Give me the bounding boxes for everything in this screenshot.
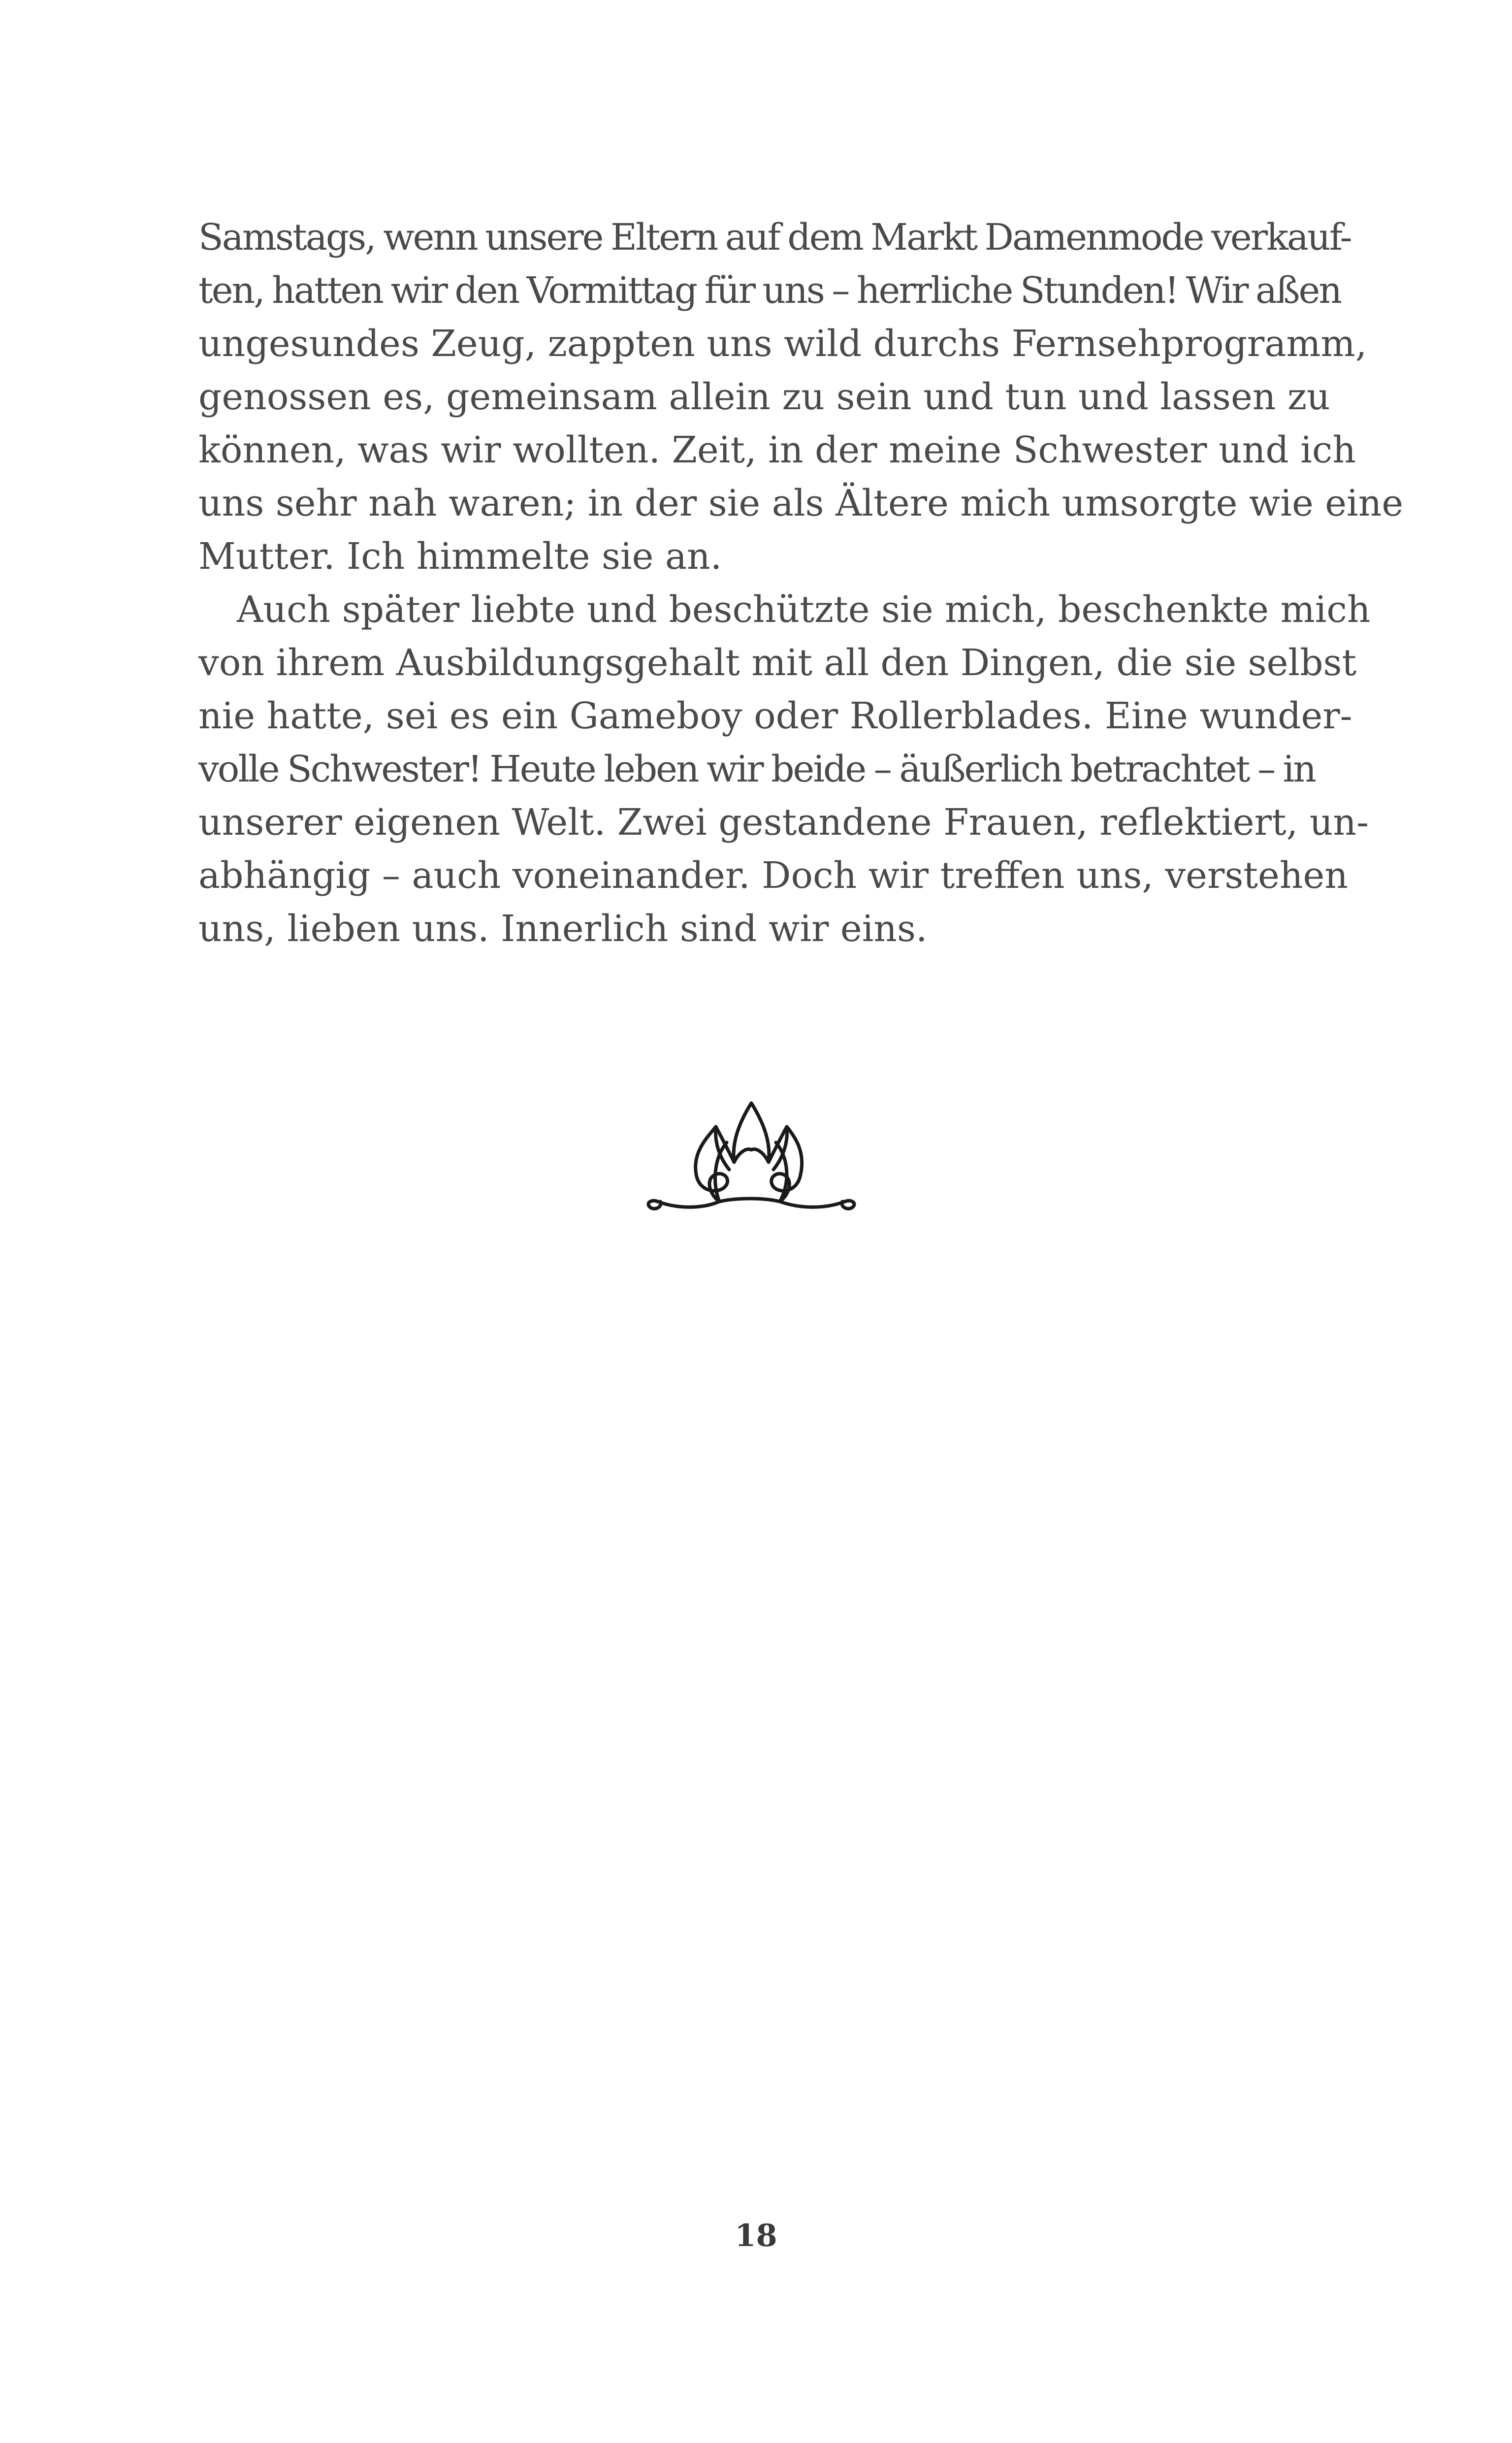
text-line: können, was wir wollten. Zeit, in der meine Schwester und ich — [198, 429, 1356, 471]
text-line: von ihrem Ausbildungsgehalt mit all den Dingen, die sie selbst — [198, 642, 1357, 684]
text-line: abhängig – auch voneinander. Doch wir treffen uns, verstehen — [198, 854, 1348, 897]
text-line: uns sehr nah waren; in der sie als Ältere mich umsorgte wie eine — [198, 482, 1404, 524]
text-line: nie hatte, sei es ein Gameboy oder Rollerblades. Eine wunder- — [198, 695, 1352, 737]
body-text — [198, 211, 1404, 955]
text-line: genossen es, gemeinsam allein zu sein und tun und lassen zu — [198, 376, 1330, 418]
text-line: Mutter. Ich himmelte sie an. — [198, 535, 722, 578]
paragraph-2 — [198, 583, 1371, 955]
text-line: volle Schwester! Heute leben wir beide – äußerlich betrachtet – in — [198, 748, 1315, 790]
text-line: ungesundes Zeug, zappten uns wild durchs Fernsehprogramm, — [198, 323, 1367, 365]
text-line: unserer eigenen Welt. Zwei gestandene Frauen, reflektiert, un- — [198, 801, 1369, 844]
text-line: uns, lieben uns. Innerlich sind wir eins. — [198, 908, 928, 950]
paragraph-1 — [198, 211, 1404, 583]
text-line: Samstags, wenn unsere Eltern auf dem Markt Damenmode verkauf- — [198, 216, 1351, 259]
text-line: ten, hatten wir den Vormittag für uns – herrliche Stunden! Wir aßen — [198, 269, 1341, 312]
page-number: 18 — [735, 2217, 777, 2253]
lotus-flourish-icon — [633, 1083, 869, 1231]
text-line: Auch später liebte und beschützte sie mich, beschenkte mich — [237, 588, 1371, 631]
